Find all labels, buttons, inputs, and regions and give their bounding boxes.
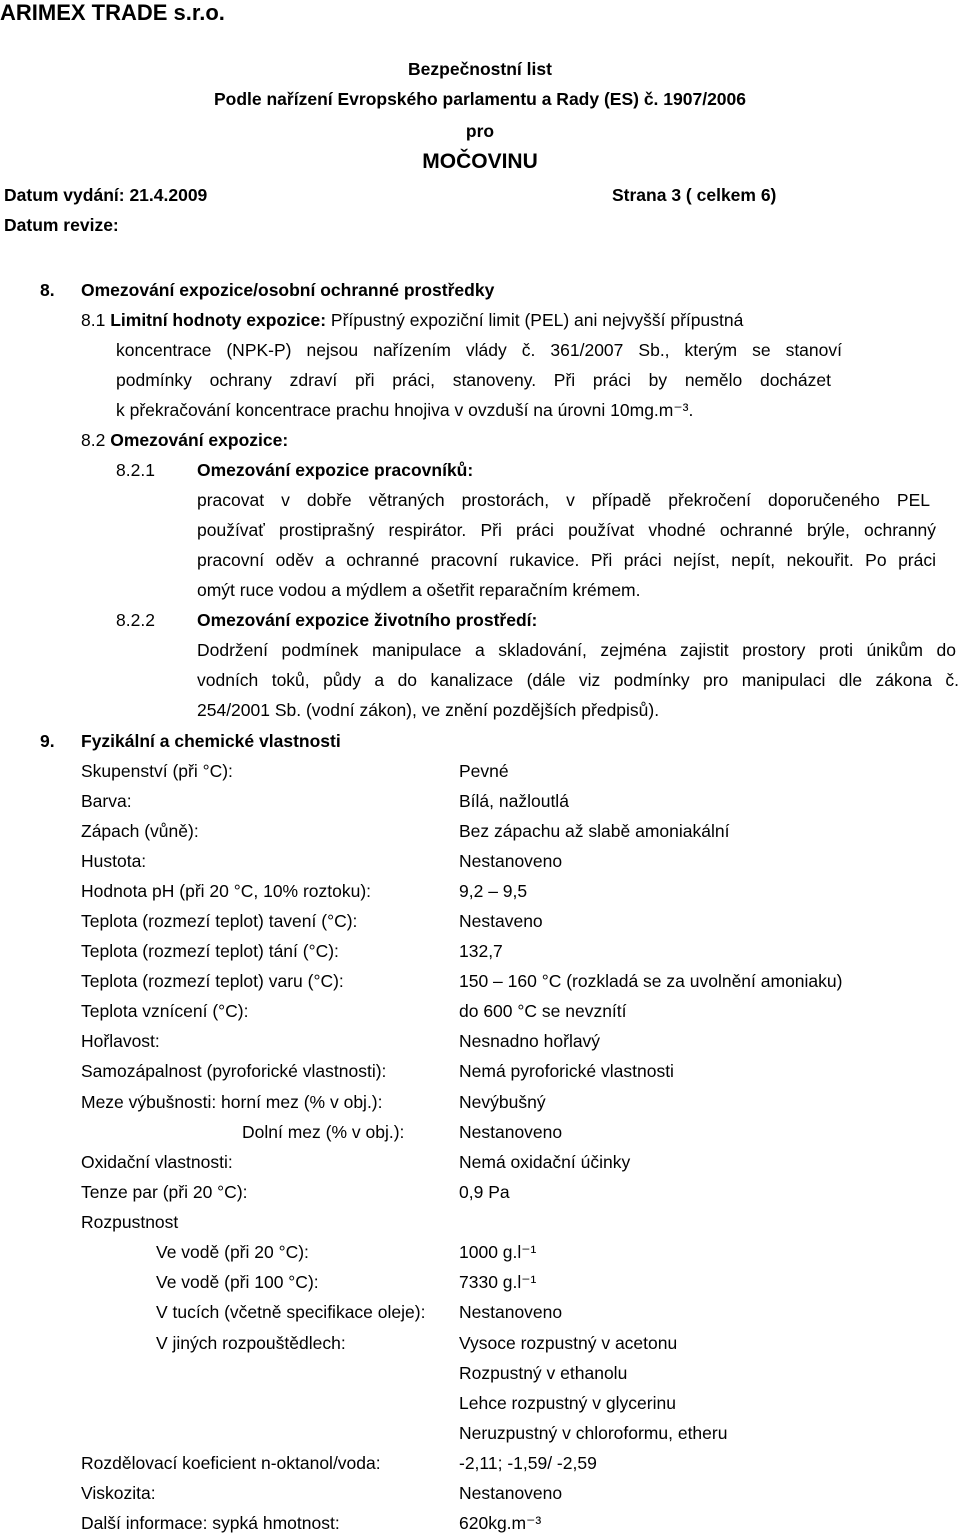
- property-value: Nemá pyroforické vlastnosti: [459, 1061, 674, 1081]
- property-value: Rozpustný v ethanolu: [459, 1363, 628, 1383]
- property-value: Nestanoveno: [459, 1122, 563, 1142]
- property-label: V tucích (včetně specifikace oleje):: [156, 1302, 426, 1322]
- section-8-2-number: 8.2: [81, 430, 106, 450]
- property-label: Teplota vznícení (°C):: [81, 1001, 249, 1021]
- section-8-1-line-2: koncentrace (NPK-P) nejsou nařízením vlády č. 361/2007 Sb., kterým se stanoví: [116, 340, 842, 360]
- property-value: Bez zápachu až slabě amoniakální: [459, 821, 730, 841]
- property-value: 7330 g.l⁻¹: [459, 1272, 537, 1292]
- section-8-2-title: Omezování expozice:: [110, 430, 289, 450]
- property-label: Teplota (rozmezí teplot) varu (°C):: [81, 971, 344, 991]
- product-name: MOČOVINU: [422, 150, 538, 173]
- property-value: 150 – 160 °C (rozkladá se za uvolnění amoniaku): [459, 971, 843, 991]
- property-value: Nestanoveno: [459, 1302, 563, 1322]
- property-value: Nesnadno hořlavý: [459, 1031, 601, 1051]
- property-label: Viskozita:: [81, 1483, 156, 1503]
- company-name: ARIMEX TRADE s.r.o.: [0, 0, 225, 25]
- property-value: Vysoce rozpustný v acetonu: [459, 1333, 678, 1353]
- section-8-2-1-number: 8.2.1: [116, 460, 155, 480]
- issue-date: Datum vydání: 21.4.2009: [4, 185, 208, 205]
- property-label: Dolní mez (% v obj.):: [242, 1122, 405, 1142]
- property-label: Teplota (rozmezí teplot) tání (°C):: [81, 941, 339, 961]
- property-label: Teplota (rozmezí teplot) tavení (°C):: [81, 911, 358, 931]
- section-9-title: Fyzikální a chemické vlastnosti: [81, 731, 341, 751]
- section-8-number: 8.: [40, 280, 55, 300]
- section-8-2-2-number: 8.2.2: [116, 610, 155, 630]
- section-8-2-2-title: Omezování expozice životního prostředí:: [197, 610, 538, 630]
- property-value: 9,2 – 9,5: [459, 881, 528, 901]
- property-value: 0,9 Pa: [459, 1182, 510, 1202]
- property-label: Hodnota pH (při 20 °C, 10% roztoku):: [81, 881, 372, 901]
- property-value: Lehce rozpustný v glycerinu: [459, 1393, 676, 1413]
- document-title: Bezpečnostní list: [408, 59, 552, 79]
- property-label: Zápach (vůně):: [81, 821, 199, 841]
- property-value: Neruzpustný v chloroformu, etheru: [459, 1423, 728, 1443]
- property-value: -2,11; -1,59/ -2,59: [459, 1453, 597, 1473]
- property-label: Rozpustnost: [81, 1212, 179, 1232]
- section-9-number: 9.: [40, 731, 55, 751]
- property-label: Skupenství (při °C):: [81, 761, 233, 781]
- property-value: Nestaveno: [459, 911, 543, 931]
- property-label: Rozdělovací koeficient n-oktanol/voda:: [81, 1453, 381, 1473]
- property-value: 1000 g.l⁻¹: [459, 1242, 537, 1262]
- section-8-title: Omezování expozice/osobní ochranné prostředky: [81, 280, 495, 300]
- property-label: Hustota:: [81, 851, 147, 871]
- property-label: Ve vodě (při 20 °C):: [156, 1242, 309, 1262]
- property-label: Barva:: [81, 791, 132, 811]
- section-8-1-line-1: [81, 312, 841, 330]
- section-8-1-number: 8.1: [81, 310, 106, 330]
- property-value: 620kg.m⁻³: [459, 1513, 542, 1533]
- property-label: Meze výbušnosti: horní mez (% v obj.):: [81, 1092, 383, 1112]
- property-label: Samozápalnost (pyroforické vlastnosti):: [81, 1061, 387, 1081]
- property-label: Oxidační vlastnosti:: [81, 1152, 233, 1172]
- property-value: Nestanoveno: [459, 1483, 563, 1503]
- page-number: Strana 3 ( celkem 6): [612, 185, 777, 205]
- property-label: Tenze par (při 20 °C):: [81, 1182, 248, 1202]
- section-8-2-2-line: 254/2001 Sb. (vodní zákon), ve znění pozdějších předpisů).: [197, 700, 660, 720]
- property-label: Další informace: sypká hmotnost:: [81, 1513, 340, 1533]
- section-8-1-lead: Limitní hodnoty expozice:: [110, 310, 327, 330]
- property-value: Nestanoveno: [459, 851, 563, 871]
- property-value: Bílá, nažloutlá: [459, 791, 569, 811]
- property-value: do 600 °C se nevznítí: [459, 1001, 627, 1021]
- for-label: pro: [465, 121, 495, 141]
- property-label: V jiných rozpouštědlech:: [156, 1333, 346, 1353]
- property-value: Nemá oxidační účinky: [459, 1152, 631, 1172]
- section-8-2-2-line: Dodržení podmínek manipulace a skladování, zejména zajistit prostory proti únikům do: [197, 640, 956, 660]
- section-8-2-1-title: Omezování expozice pracovníků:: [197, 460, 474, 480]
- section-8-2-1-line: pracovní oděv a ochranné pracovní rukavice. Při práci nejíst, nepít, nekouřit. Po práci: [197, 550, 936, 570]
- section-8-2-1-line: pracovat v dobře větraných prostorách, v případě překročení doporučeného PEL: [197, 490, 930, 510]
- property-label: Ve vodě (při 100 °C):: [156, 1272, 319, 1292]
- section-8-1-line-3: podmínky ochrany zdraví při práci, stanoveny. Při práci by nemělo docházet: [116, 370, 831, 390]
- revision-date: Datum revize:: [4, 215, 119, 235]
- property-value: Nevýbušný: [459, 1092, 546, 1112]
- regulation-line: Podle nařízení Evropského parlamentu a Rady (ES) č. 1907/2006: [213, 89, 746, 109]
- section-8-2-1-line: omýt ruce vodou a mýdlem a ošetřit reparačním krémem.: [197, 580, 641, 600]
- property-value: Pevné: [459, 761, 509, 781]
- section-8-2-1-line: používať prostiprašný respirátor. Při práci používat vhodné ochranné brýle, ochranný: [197, 520, 936, 540]
- section-8-1-text: Přípustný expoziční limit (PEL) ani nejvyšší přípustná: [330, 310, 744, 330]
- section-8-2-heading: [81, 432, 288, 450]
- section-8-1-line-4: k překračování koncentrace prachu hnojiva v ovzduší na úrovni 10mg.m⁻³.: [116, 400, 694, 420]
- property-label: Hořlavost:: [81, 1031, 160, 1051]
- property-value: 132,7: [459, 941, 503, 961]
- section-8-2-2-line: vodních toků, půdy a do kanalizace (dále viz podmínky pro manipulaci dle zákona č.: [197, 670, 959, 690]
